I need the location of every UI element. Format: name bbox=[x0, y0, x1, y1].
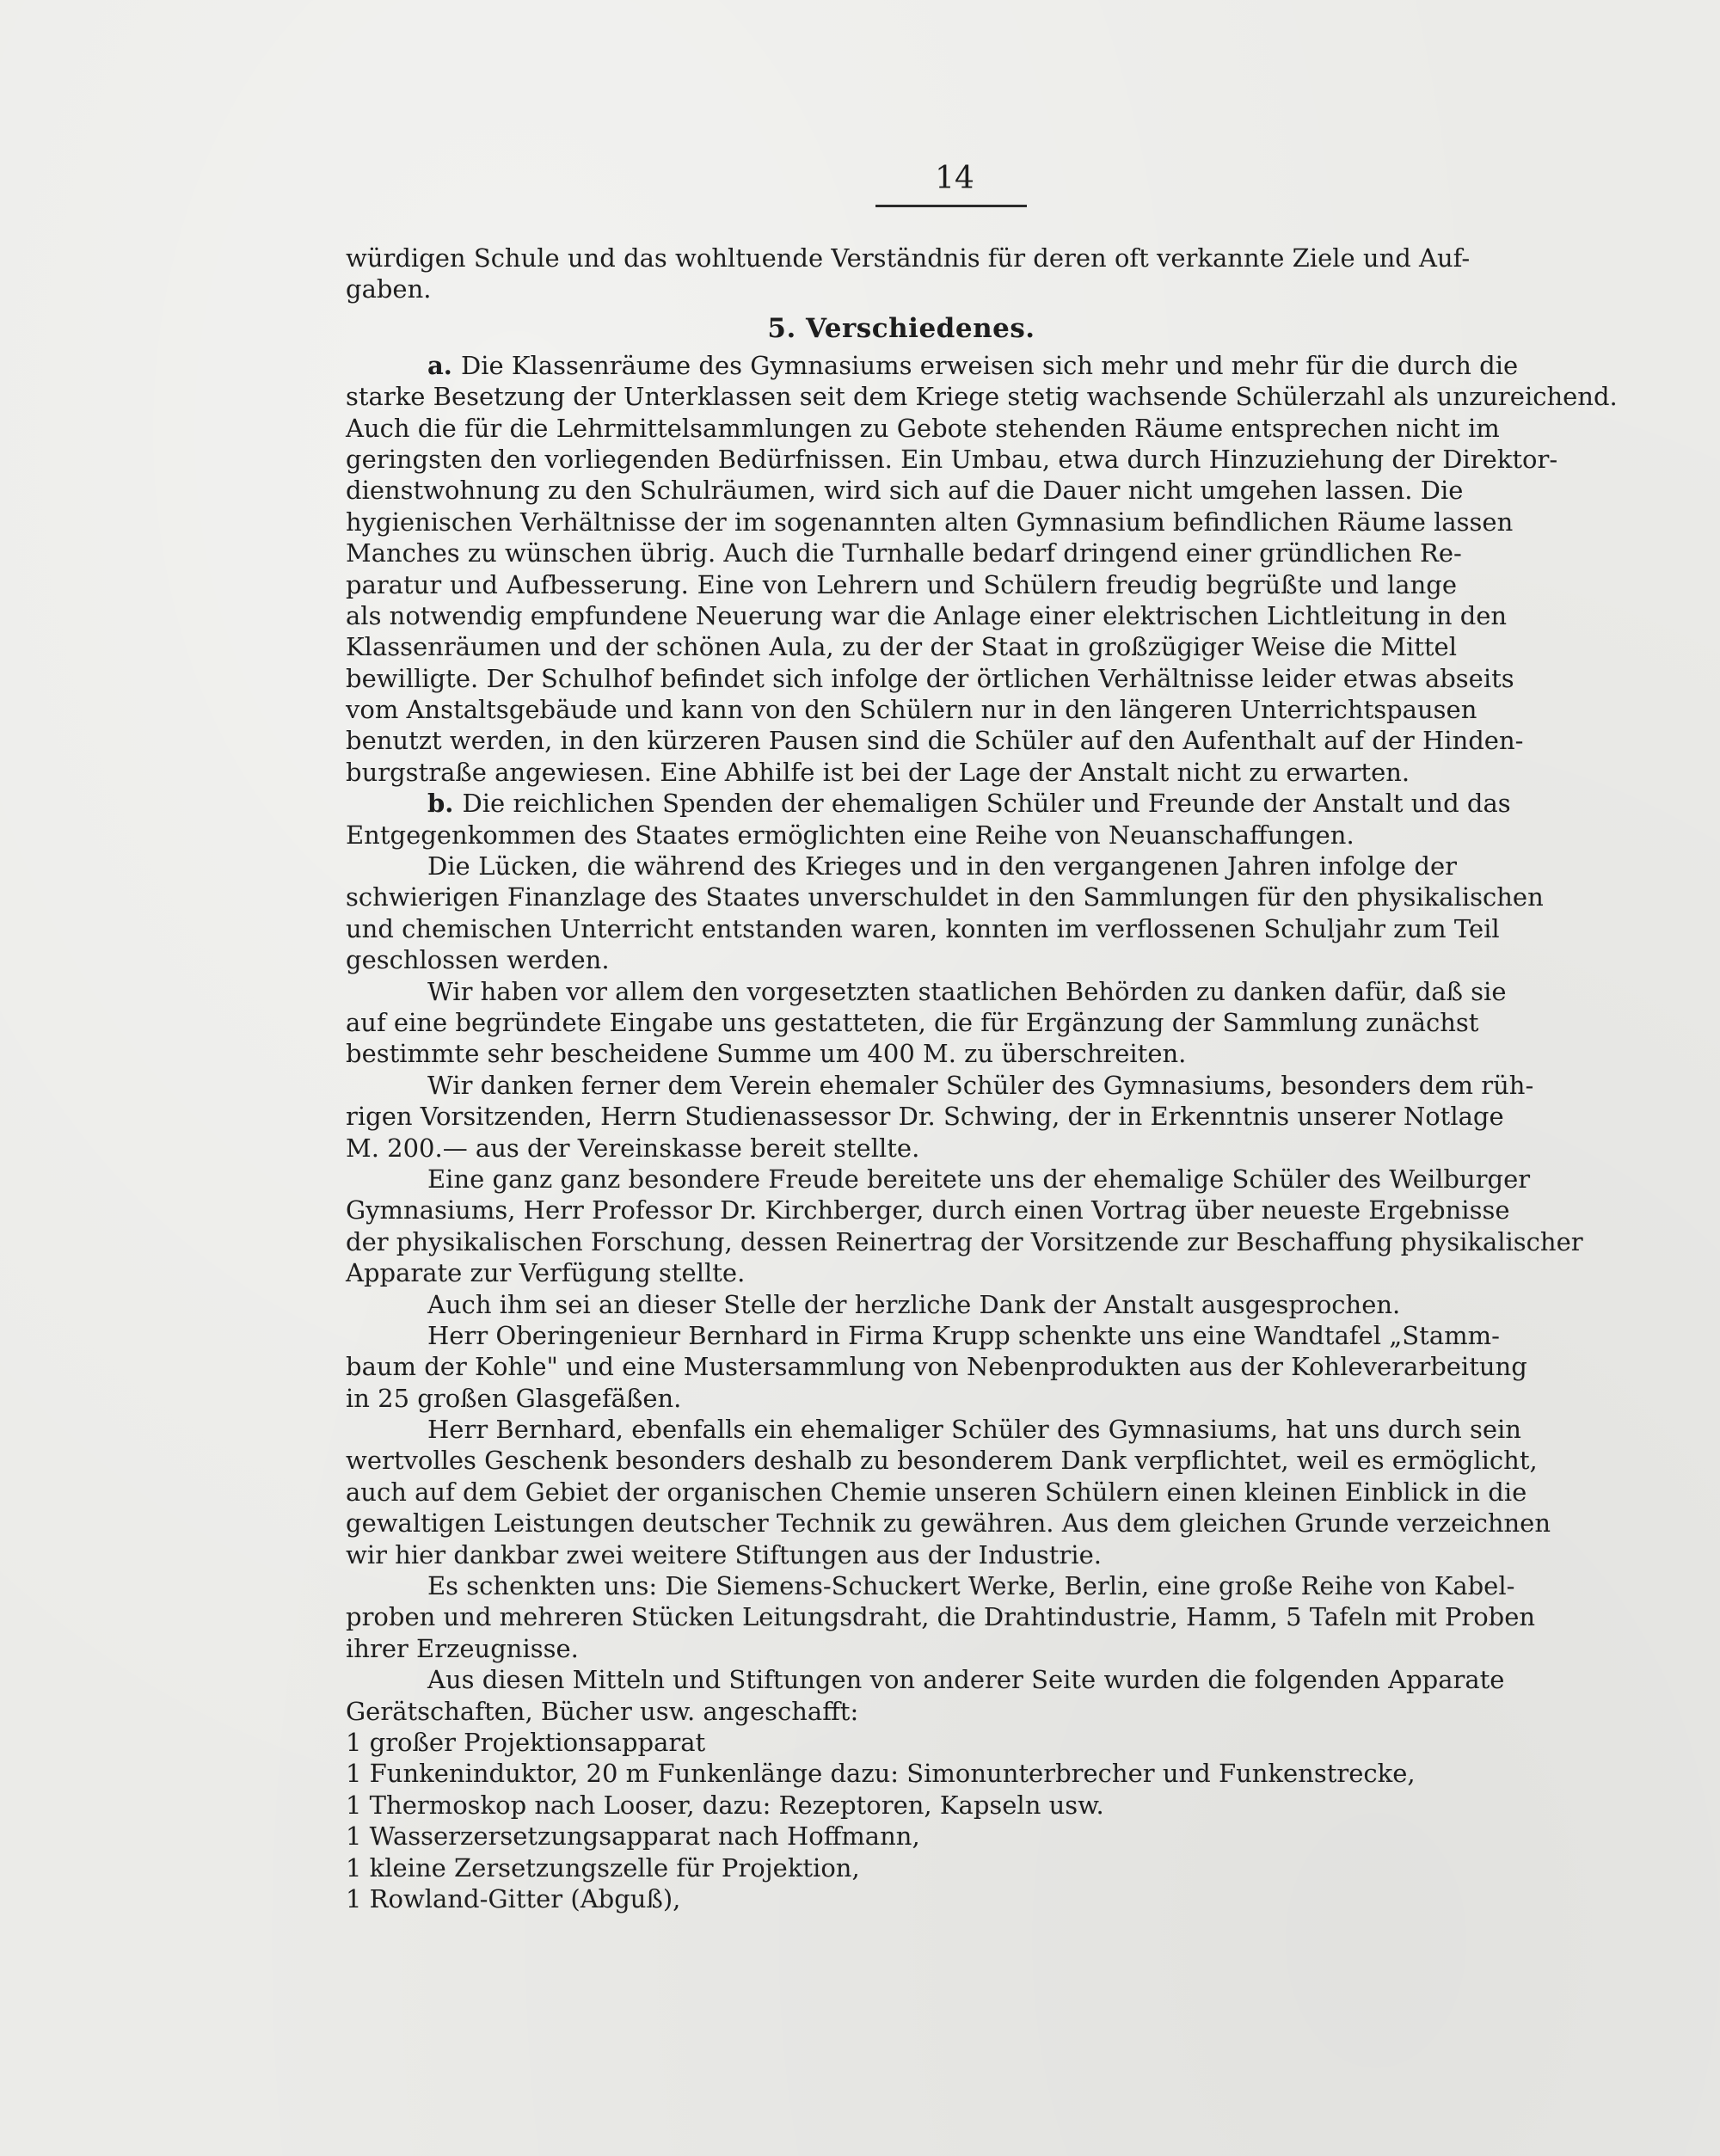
text-line: Aus diesen Mitteln und Stiftungen von anderer Seite wurden die folgenden Apparate bbox=[427, 1665, 1505, 1695]
text-line: dienstwohnung zu den Schulräumen, wird sich auf die Dauer nicht umgehen lassen. Die bbox=[346, 476, 1464, 506]
text-line: in 25 großen Glasgefäßen. bbox=[346, 1383, 682, 1413]
page-number-underline bbox=[875, 205, 1027, 207]
section-body bbox=[346, 350, 1618, 1727]
text-line: Entgegenkommen des Staates ermöglichten eine Reihe von Neuanschaffungen. bbox=[346, 820, 1354, 850]
text-line: b. Die reichlichen Spenden der ehemaligen Schüler und Freunde der Anstalt und das bbox=[427, 789, 1511, 819]
text-line: bestimmte sehr bescheidene Summe um 400 M. zu überschreiten. bbox=[346, 1039, 1187, 1069]
text-line: Wir danken ferner dem Verein ehemaler Schüler des Gymnasiums, besonders dem rüh- bbox=[427, 1070, 1534, 1100]
text-line: Klassenräumen und der schönen Aula, zu der der Staat in großzügiger Weise die Mittel bbox=[346, 632, 1457, 662]
section-heading: 5. Verschiedenes. bbox=[767, 312, 1035, 344]
body-text bbox=[346, 243, 1618, 1914]
text-line: gewaltigen Leistungen deutscher Technik zu gewähren. Aus dem gleichen Grunde verzeichnen bbox=[346, 1508, 1551, 1539]
text-line: burgstraße angewiesen. Eine Abhilfe ist bei der Lage der Anstalt nicht zu erwarten. bbox=[346, 757, 1410, 787]
text-line: vom Anstaltsgebäude und kann von den Schülern nur in den längeren Unterrichtspausen bbox=[346, 695, 1477, 725]
text-line: hygienischen Verhältnisse der im sogenannten alten Gymnasium befindlichen Räume lassen bbox=[346, 507, 1514, 537]
text-line: Herr Bernhard, ebenfalls ein ehemaliger Schüler des Gymnasiums, hat uns durch sein bbox=[427, 1415, 1521, 1445]
text-line: Herr Oberingenieur Bernhard in Firma Krupp schenkte uns eine Wandtafel „Stamm- bbox=[427, 1320, 1500, 1350]
acquisition-item: 1 Rowland-Gitter (Abguß), bbox=[346, 1883, 681, 1913]
text-line: gaben. bbox=[346, 274, 432, 304]
text-line: auf eine begründete Eingabe uns gestatteten, die für Ergänzung der Sammlung zunächst bbox=[346, 1007, 1479, 1037]
text-line: wertvolles Geschenk besonders deshalb zu besonderem Dank verpflichtet, weil es ermöglicht, bbox=[346, 1446, 1538, 1476]
text-line: Auch die für die Lehrmittelsammlungen zu Gebote stehenden Räume entsprechen nicht im bbox=[346, 413, 1500, 443]
text-line: Auch ihm sei an dieser Stelle der herzliche Dank der Anstalt ausgesprochen. bbox=[427, 1289, 1401, 1319]
text-line: wir hier dankbar zwei weitere Stiftungen aus der Industrie. bbox=[346, 1539, 1102, 1569]
text-line: Gerätschaften, Bücher usw. angeschafft: bbox=[346, 1696, 859, 1726]
text-line: geschlossen werden. bbox=[346, 945, 610, 975]
text-line: ihrer Erzeugnisse. bbox=[346, 1633, 579, 1663]
text-line: M. 200.— aus der Vereinskasse bereit stellte. bbox=[346, 1133, 920, 1163]
text-line: Manches zu wünschen übrig. Auch die Turnhalle bedarf dringend einer gründlichen Re- bbox=[346, 538, 1462, 568]
text-line: geringsten den vorliegenden Bedürfnissen. Ein Umbau, etwa durch Hinzuziehung der Direktor- bbox=[346, 444, 1558, 474]
text-line: starke Besetzung der Unterklassen seit dem Kriege stetig wachsende Schülerzahl als unzureichend. bbox=[346, 382, 1618, 412]
acquisition-item: 1 Wasserzersetzungsapparat nach Hoffmann, bbox=[346, 1821, 920, 1852]
page-number: 14 bbox=[935, 161, 974, 196]
text-line: baum der Kohle" und eine Mustersammlung von Nebenprodukten aus der Kohleverarbeitung bbox=[346, 1352, 1527, 1382]
text-line: Apparate zur Verfügung stellte. bbox=[346, 1258, 746, 1288]
text-line: würdigen Schule und das wohltuende Verständnis für deren oft verkannte Ziele und Auf- bbox=[346, 243, 1471, 273]
acquisition-item: 1 großer Projektionsapparat bbox=[346, 1727, 706, 1757]
acquisitions-list bbox=[346, 1727, 1457, 1914]
paragraph-label: b. bbox=[427, 789, 463, 819]
text-line: proben und mehreren Stücken Leitungsdraht, die Drahtindustrie, Hamm, 5 Tafeln mit Proben bbox=[346, 1602, 1536, 1632]
text-line: Die Lücken, die während des Krieges und in den vergangenen Jahren infolge der bbox=[427, 851, 1457, 881]
text-line: Gymnasiums, Herr Professor Dr. Kirchberger, durch einen Vortrag über neueste Ergebnisse bbox=[346, 1195, 1510, 1225]
text-line: a. Die Klassenräume des Gymnasiums erweisen sich mehr und mehr für die durch die bbox=[427, 350, 1519, 380]
text-line: benutzt werden, in den kürzeren Pausen sind die Schüler auf den Aufenthalt auf der Hinden- bbox=[346, 726, 1524, 756]
text-line: und chemischen Unterricht entstanden waren, konnten im verflossenen Schuljahr zum Teil bbox=[346, 913, 1500, 943]
acquisition-item: 1 kleine Zersetzungszelle für Projektion, bbox=[346, 1852, 860, 1883]
text-line: als notwendig empfundene Neuerung war die Anlage einer elektrischen Lichtleitung in den bbox=[346, 600, 1508, 630]
text-line: auch auf dem Gebiet der organischen Chemie unseren Schülern einen kleinen Einblick in die bbox=[346, 1477, 1527, 1507]
acquisition-item: 1 Thermoskop nach Looser, dazu: Rezeptoren, Kapseln usw. bbox=[346, 1790, 1104, 1820]
paragraph-label: a. bbox=[427, 350, 461, 380]
text-line: rigen Vorsitzenden, Herrn Studienassessor Dr. Schwing, der in Erkenntnis unserer Notlage bbox=[346, 1102, 1504, 1132]
continued-paragraph bbox=[346, 243, 1471, 305]
text-line: schwierigen Finanzlage des Staates unverschuldet in den Sammlungen für den physikalischen bbox=[346, 882, 1544, 912]
text-line: paratur und Aufbesserung. Eine von Lehrern und Schülern freudig begrüßte und lange bbox=[346, 569, 1457, 599]
acquisition-item: 1 Funkeninduktor, 20 m Funkenlänge dazu: Simonunterbrecher und Funkenstrecke, bbox=[346, 1759, 1416, 1789]
text-line: der physikalischen Forschung, dessen Reinertrag der Vorsitzende zur Beschaffung physikalischer bbox=[346, 1226, 1583, 1256]
text-line: Eine ganz ganz besondere Freude bereitete uns der ehemalige Schüler des Weilburger bbox=[427, 1164, 1531, 1194]
text-line: Es schenkten uns: Die Siemens-Schuckert Werke, Berlin, eine große Reihe von Kabel- bbox=[427, 1571, 1515, 1601]
text-line: Wir haben vor allem den vorgesetzten staatlichen Behörden zu danken dafür, daß sie bbox=[427, 976, 1507, 1006]
text-line: bewilligte. Der Schulhof befindet sich infolge der örtlichen Verhältnisse leider etwas abseits bbox=[346, 663, 1514, 693]
